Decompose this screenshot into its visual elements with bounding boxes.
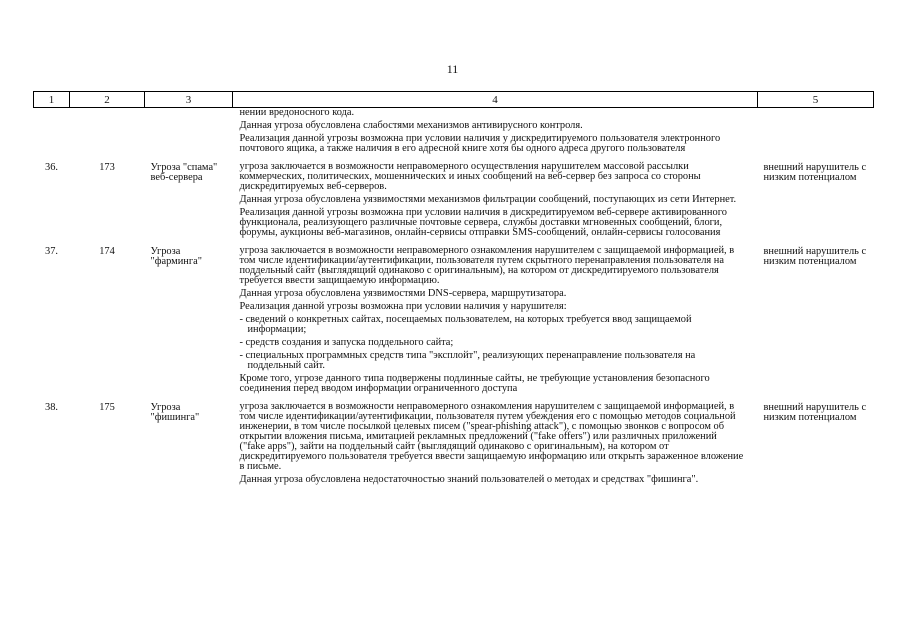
column-header-5: 5 (758, 92, 874, 108)
description-paragraph: угроза заключается в возможности неправомерного ознакомления нарушителем с защищаемой информацией, в том числе идентификации/аутентификации, пользователя путем убеждения его с помощью методов социальной инженерии, в том числе посылкой целевых писем ("spear-phishing attack"), с помощью звонков с вопросом об открытии вложения письма, имитацией рекламных предложений ("fake offers") или различных приложений ("fake apps"), зайти на поддельный сайт (выглядящий одинаково с оригинальным), на котором от дискредитируемого пользователя требуется ввести защищаемую информацию или открыть зараженное вложение в письме. (239, 401, 744, 472)
column-header-3: 3 (145, 92, 233, 108)
threat-name: Угроза "фишинга" (150, 402, 200, 423)
threat-description (233, 162, 758, 241)
column-header-2: 2 (70, 92, 145, 108)
table-row-continuation (34, 108, 874, 158)
threat-description (233, 108, 758, 158)
description-list-item: - средств создания и запуска поддельного сайта; (239, 337, 454, 348)
threat-code: 174 (99, 246, 115, 257)
threat-code: 173 (99, 162, 115, 173)
table-header-row (34, 92, 874, 108)
table-row (34, 162, 874, 241)
description-paragraph: Реализация данной угрозы возможна при условии наличия у нарушителя: (239, 301, 567, 312)
threat-source: внешний нарушитель с низким потенциалом (763, 402, 867, 423)
description-paragraph: Реализация данной угрозы возможна при условии наличия в дискредитируемом веб-сервере активированного функционала, реализующего различные почтовые сервера, службы доставки мгновенных сообщений, блоги, форумы, аукционы веб-магазинов, онлайн-сервисы отправки SMS-сообщений, онлайн-сервисы голосования (239, 207, 727, 238)
description-paragraph: Реализация данной угрозы возможна при условии наличия у дискредитируемого пользователя электронного почтового ящика, а также наличия в его адресной книге хотя бы одного адреса другого пользователя (239, 133, 721, 154)
description-list-item: - специальных программных средств типа "эксплойт", реализующих перенаправление пользователя на поддельный сайт. (239, 350, 696, 371)
page-number: 11 (446, 62, 459, 76)
threat-name: Угроза "фарминга" (150, 246, 202, 267)
threat-source: внешний нарушитель с низким потенциалом (763, 162, 867, 183)
row-index: 38. (45, 402, 58, 413)
column-header-1: 1 (34, 92, 70, 108)
threat-table (33, 91, 874, 488)
description-list-item: - сведений о конкретных сайтах, посещаемых пользователем, на которых требуется ввод защищаемой информации; (239, 314, 692, 335)
column-header-4: 4 (233, 92, 758, 108)
threat-description (233, 402, 758, 488)
description-paragraph: нении вредоносного кода. (239, 107, 355, 118)
threat-name: Угроза "спама" веб-сервера (150, 162, 218, 183)
description-paragraph: угроза заключается в возможности неправомерного осуществления нарушителем массовой рассылки коммерческих, политических, мошеннических и иных сообщений на веб-сервер без запроса со стороны дискредитируемых веб-серверов. (239, 161, 701, 192)
description-paragraph: Кроме того, угрозе данного типа подвержены подлинные сайты, не требующие установления безопасного соединения перед вводом информации ограниченного доступа (239, 373, 710, 394)
threat-code: 175 (99, 402, 115, 413)
threat-description (233, 246, 758, 397)
row-index: 37. (45, 246, 58, 257)
row-index: 36. (45, 162, 58, 173)
table-row (34, 246, 874, 397)
threat-source: внешний нарушитель с низким потенциалом (763, 246, 867, 267)
description-paragraph: Данная угроза обусловлена слабостями механизмов антивирусного контроля. (239, 120, 583, 131)
table-row (34, 402, 874, 488)
description-paragraph: Данная угроза обусловлена уязвимостями механизмов фильтрации сообщений, поступающих из сети Интернет. (239, 194, 737, 205)
description-paragraph: Данная угроза обусловлена уязвимостями DNS-сервера, маршрутизатора. (239, 288, 567, 299)
description-paragraph: угроза заключается в возможности неправомерного ознакомления нарушителем с защищаемой информацией, в том числе идентификации/аутентификации, пользователя путем скрытного перенаправления пользователя на поддельный сайт (выглядящий одинаково с оригинальным), на котором от дискредитируемого пользователя требуется ввести защищаемую информацию. (239, 245, 735, 286)
description-paragraph: Данная угроза обусловлена недостаточностью знаний пользователей о методах и средствах "фишинга". (239, 474, 699, 485)
